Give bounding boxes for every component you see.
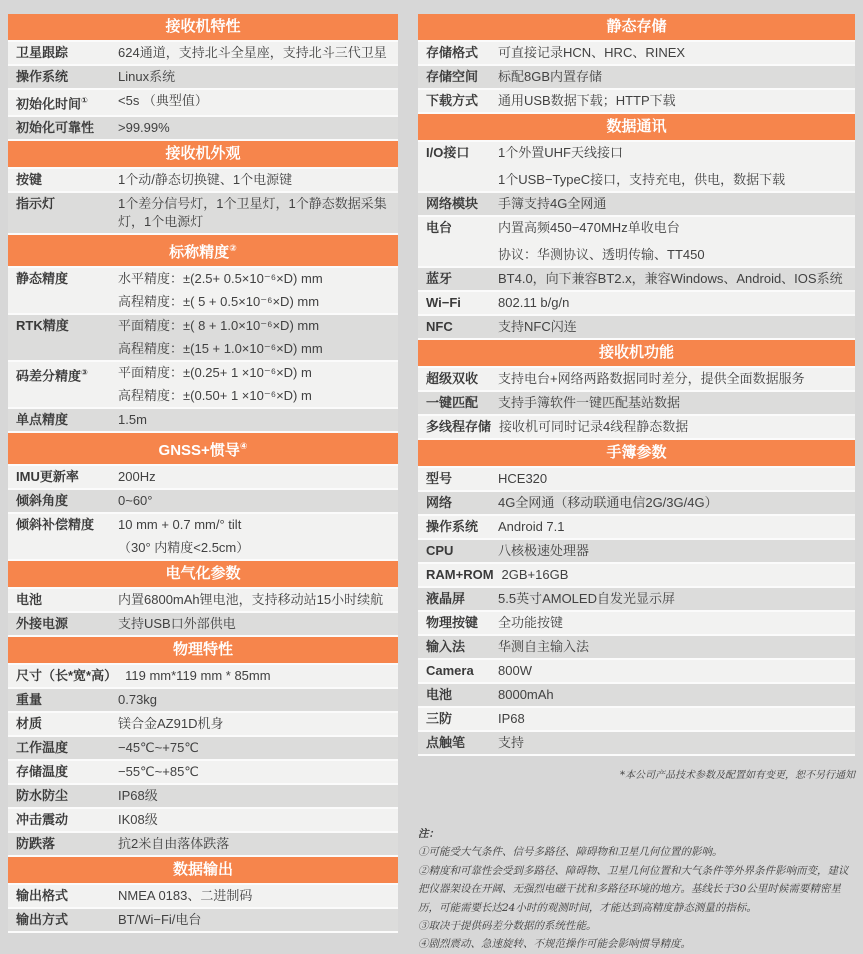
spec-value: 624通道，支持北斗全星座，支持北斗三代卫星 — [118, 45, 387, 60]
spec-label — [426, 470, 498, 488]
spec-label — [16, 691, 118, 709]
spec-label-text: 网络 — [426, 495, 453, 510]
spec-row — [8, 885, 398, 909]
spec-label — [426, 195, 498, 213]
spec-label — [16, 835, 118, 853]
spec-value: 通用USB数据下载；HTTP下载 — [498, 93, 676, 108]
section-title: 数据输出 — [172, 861, 233, 879]
spec-value-line: 平面精度：±(0.25+ 1 ×10⁻⁶×D) m — [118, 365, 312, 381]
spec-row — [418, 684, 855, 708]
spec-label-text: 倾斜角度 — [16, 493, 69, 509]
spec-label-text: 型号 — [426, 471, 453, 486]
section-receiver-appearance — [8, 141, 398, 235]
section-title: 接收机特性 — [165, 18, 241, 35]
spec-label — [16, 171, 118, 189]
spec-label-text: RAM+ROM — [426, 567, 494, 582]
spec-row — [8, 466, 398, 490]
spec-row — [8, 514, 398, 561]
section-controller-parameters — [418, 440, 855, 756]
section-title: 手簿参数 — [606, 444, 667, 461]
spec-row — [418, 588, 855, 612]
footnotes-title: 注： — [418, 828, 439, 840]
spec-label — [16, 364, 118, 385]
spec-label-text: 尺寸（长*宽*高） — [16, 668, 118, 684]
spec-label-text: 材质 — [16, 716, 43, 732]
spec-label — [16, 44, 118, 62]
spec-row — [418, 90, 855, 114]
spec-value: >99.99% — [118, 120, 170, 136]
spec-value: 802.11 b/g/n — [498, 295, 570, 310]
spec-label — [16, 468, 118, 486]
spec-label-footnote-marker: ③ — [81, 368, 88, 378]
spec-label-text: 防水防尘 — [16, 788, 69, 804]
footnote-item: ④剧烈震动、急速旋转、不规范操作可能会影响惯导精度。 — [418, 938, 691, 951]
spec-value: 标配8GB内置存储 — [498, 69, 603, 84]
spec-label-text: 存储温度 — [16, 764, 69, 780]
spec-row — [8, 315, 398, 362]
spec-label-text: 码差分精度 — [16, 368, 82, 384]
spec-label-text: 工作温度 — [16, 740, 69, 756]
spec-label-text: Wi−Fi — [426, 295, 461, 310]
section-header-data-output — [8, 857, 398, 885]
spec-row — [8, 268, 398, 315]
spec-label — [426, 68, 498, 86]
spec-label — [426, 662, 498, 680]
spec-value: 接收机可同时记录4线程静态数据 — [499, 419, 689, 434]
section-title: 接收机外观 — [165, 145, 241, 163]
section-title: 接收机功能 — [598, 344, 674, 361]
spec-label — [426, 590, 498, 608]
spec-value: 8000mAh — [498, 687, 554, 702]
spec-label-text: Camera — [426, 663, 474, 678]
spec-row — [418, 492, 855, 516]
spec-label — [16, 887, 118, 905]
spec-row — [418, 316, 855, 340]
spec-label — [426, 710, 498, 728]
spec-label — [16, 763, 118, 781]
spec-value: 八核极速处理器 — [498, 543, 590, 558]
spec-label — [16, 667, 125, 685]
spec-value: 华测自主输入法 — [498, 639, 590, 654]
spec-label-text: 一键匹配 — [426, 395, 479, 410]
spec-label-text: 蓝牙 — [426, 271, 453, 286]
section-data-output — [8, 857, 398, 933]
spec-label-text: 静态精度 — [16, 271, 69, 287]
spec-label-text: 下载方式 — [426, 93, 479, 108]
spec-row — [8, 90, 398, 117]
section-header-controller-parameters — [418, 440, 855, 468]
footnote-item: ②精度和可靠性会受到多路径、障碍物、卫星几何位置和大气条件等外界条件影响而变，建议把仪器架设在开阔、无强烈电磁干扰和多路径环境的地方。基线长于30公里时候需要精密星历，可能需要长达24小时的观测时间，才能达到高精度静态测量的指标。 — [418, 864, 849, 914]
spec-label-footnote-marker: ① — [81, 96, 88, 105]
spec-row — [418, 732, 855, 756]
spec-label-text: 按键 — [16, 172, 43, 188]
spec-label-text: 倾斜补偿精度 — [16, 517, 95, 533]
section-header-nominal-accuracy — [8, 235, 398, 268]
footnote-item: ①可能受大气条件、信号多路径、障碍物和卫星几何位置的影响。 — [418, 846, 723, 859]
spec-label-text: NFC — [426, 319, 453, 334]
spec-label-text: 初始化可靠性 — [16, 120, 95, 136]
spec-value: IP68 — [498, 711, 525, 726]
spec-row — [8, 761, 398, 785]
spec-value: 800W — [498, 663, 532, 678]
spec-value: 镁合金AZ91D机身 — [118, 716, 224, 732]
section-header-static-storage — [418, 14, 855, 42]
spec-label — [16, 787, 118, 805]
spec-label-text: 存储格式 — [426, 45, 479, 60]
spec-value-line: 高程精度：±(0.50+ 1 ×10⁻⁶×D) m — [118, 388, 312, 404]
section-header-receiver-functions — [418, 340, 855, 368]
spec-label-text: 单点精度 — [16, 412, 69, 428]
spec-value: 1.5m — [118, 412, 147, 428]
spec-label-text: 多线程存储 — [426, 419, 492, 434]
spec-row — [418, 66, 855, 90]
spec-label-text: 存储空间 — [426, 69, 479, 84]
spec-row — [8, 66, 398, 90]
spec-label-text: 输入法 — [426, 639, 466, 654]
spec-label — [426, 518, 498, 536]
spec-label — [426, 144, 498, 162]
spec-label-text: 操作系统 — [426, 519, 479, 534]
spec-row — [418, 142, 855, 193]
spec-value: 200Hz — [118, 469, 156, 485]
spec-value-line: 1个USB−TypeC接口，支持充电，供电，数据下载 — [498, 172, 786, 187]
spec-label-text: 初始化时间 — [16, 96, 82, 112]
spec-value — [118, 317, 388, 358]
spec-row — [418, 660, 855, 684]
spec-value: 手簿支持4G全网通 — [498, 196, 607, 211]
spec-label-text: 液晶屏 — [426, 591, 466, 606]
section-physical-characteristics — [8, 637, 398, 857]
spec-row — [418, 392, 855, 416]
spec-value-line: 高程精度：±( 5 + 0.5×10⁻⁶×D) mm — [118, 294, 320, 310]
spec-row — [8, 589, 398, 613]
spec-value — [118, 270, 388, 311]
spec-value: 支持手簿软件一键匹配基站数据 — [498, 395, 681, 410]
spec-value: 支持 — [498, 735, 525, 750]
spec-value-line: （30° 内精度<2.5cm） — [118, 540, 250, 556]
spec-row — [8, 362, 398, 409]
spec-label — [16, 492, 118, 510]
spec-value-line: 水平精度：±(2.5+ 0.5×10⁻⁶×D) mm — [118, 271, 323, 287]
spec-label — [16, 195, 118, 213]
spec-row — [418, 217, 855, 268]
spec-row — [418, 42, 855, 66]
spec-row — [8, 737, 398, 761]
spec-row — [418, 268, 855, 292]
spec-row — [418, 636, 855, 660]
spec-value-line: 协议：华测协议、透明传输、TT450 — [498, 247, 705, 262]
spec-value: 1个动/静态切换键、1个电源键 — [118, 172, 293, 188]
spec-label — [426, 686, 498, 704]
section-title: 静态存储 — [606, 18, 667, 35]
section-nominal-accuracy — [8, 235, 398, 433]
section-data-communication — [418, 114, 855, 340]
spec-label-text: 外接电源 — [16, 616, 69, 632]
spec-label — [426, 92, 498, 110]
spec-label — [16, 739, 118, 757]
section-header-electrical-parameters — [8, 561, 398, 589]
spec-value-line: 高程精度：±(15 + 1.0×10⁻⁶×D) mm — [118, 341, 323, 357]
spec-value-line: 平面精度：±( 8 + 1.0×10⁻⁶×D) mm — [118, 318, 320, 334]
spec-label — [426, 734, 498, 752]
section-header-gnss-imu — [8, 433, 398, 466]
spec-value: 内置6800mAh锂电池，支持移动站15小时续航 — [118, 592, 384, 608]
section-header-receiver-appearance — [8, 141, 398, 169]
section-title: 标称精度 — [169, 244, 230, 262]
section-title: GNSS+惯导 — [158, 442, 240, 460]
spec-value: 全功能按键 — [498, 615, 564, 630]
spec-label-text: 三防 — [426, 711, 453, 726]
spec-row — [8, 785, 398, 809]
spec-value-line: 10 mm + 0.7 mm/° tilt — [118, 517, 242, 533]
spec-row — [8, 713, 398, 737]
spec-value: 5.5英寸AMOLED自发光显示屏 — [498, 591, 675, 606]
spec-value: −45℃~+75℃ — [118, 740, 199, 756]
spec-value: Linux系统 — [118, 69, 176, 84]
spec-label-text: 超级双收 — [426, 371, 479, 386]
spec-value: 119 mm*119 mm * 85mm — [125, 668, 271, 684]
spec-label — [426, 494, 498, 512]
section-electrical-parameters — [8, 561, 398, 637]
spec-row — [418, 564, 855, 588]
spec-value — [498, 219, 845, 264]
spec-label-text: 输出格式 — [16, 888, 69, 904]
spec-label-text: 操作系统 — [16, 69, 69, 84]
spec-row — [418, 540, 855, 564]
section-title: 数据通讯 — [606, 118, 667, 135]
section-gnss-imu — [8, 433, 398, 561]
left-column — [8, 14, 398, 928]
section-header-data-communication — [418, 114, 855, 142]
spec-label — [426, 294, 498, 312]
spec-label-text: RTK精度 — [16, 318, 69, 334]
spec-label — [426, 394, 498, 412]
section-title: 电气化参数 — [165, 565, 241, 583]
spec-label — [16, 411, 118, 429]
spec-label — [16, 715, 118, 733]
spec-value: Android 7.1 — [498, 519, 565, 534]
spec-row — [418, 708, 855, 732]
spec-row — [8, 193, 398, 235]
spec-label — [426, 542, 498, 560]
spec-value: HCE320 — [498, 471, 548, 486]
spec-value — [118, 516, 388, 557]
section-title-footnote-marker: ② — [229, 243, 237, 254]
section-receiver-functions — [418, 340, 855, 440]
spec-value: 可直接记录HCN、HRC、RINEX — [498, 45, 686, 60]
spec-label-text: CPU — [426, 543, 454, 558]
spec-label — [426, 566, 502, 584]
spec-label — [16, 270, 118, 288]
spec-label-text: 电台 — [426, 220, 453, 235]
spec-row — [8, 809, 398, 833]
spec-row — [418, 516, 855, 540]
spec-value: IK08级 — [118, 812, 158, 828]
spec-row — [418, 368, 855, 392]
spec-row — [418, 612, 855, 636]
spec-row — [8, 169, 398, 193]
spec-label — [16, 119, 118, 137]
spec-label-text: 电池 — [16, 592, 43, 608]
spec-label — [426, 614, 498, 632]
spec-value: 2GB+16GB — [501, 567, 569, 582]
spec-value: IP68级 — [118, 788, 158, 804]
section-receiver-characteristics — [8, 14, 398, 141]
spec-value: 支持电台+网络两路数据同时差分，提供全面数据服务 — [498, 371, 805, 386]
spec-value: 1个差分信号灯，1个卫星灯，1个静态数据采集灯，1个电源灯 — [118, 196, 387, 230]
footnote-item: ③取决于提供码差分数据的系统性能。 — [418, 919, 597, 932]
right-column — [418, 14, 855, 951]
spec-label — [16, 615, 118, 633]
section-title: 物理特性 — [172, 641, 233, 659]
section-static-storage — [418, 14, 855, 114]
spec-value: 支持NFC闪连 — [498, 319, 577, 334]
spec-row — [8, 409, 398, 433]
spec-value — [498, 144, 845, 189]
spec-label — [426, 318, 498, 336]
spec-label-text: 点触笔 — [426, 735, 466, 750]
spec-row — [8, 613, 398, 637]
spec-label — [426, 418, 499, 436]
spec-row — [8, 42, 398, 66]
spec-label — [16, 516, 118, 534]
spec-row — [8, 909, 398, 933]
spec-label-text: 电池 — [426, 687, 453, 702]
spec-value: 0.73kg — [118, 692, 158, 708]
spec-label — [426, 219, 498, 237]
spec-row — [418, 292, 855, 316]
spec-value: 支持USB口外部供电 — [118, 616, 236, 632]
section-header-physical-characteristics — [8, 637, 398, 665]
spec-label-text: 防跌落 — [16, 836, 56, 852]
spec-label — [426, 638, 498, 656]
spec-label-text: I/O接口 — [426, 145, 470, 160]
spec-label-text: 冲击震动 — [16, 812, 69, 828]
spec-row — [418, 193, 855, 217]
spec-row — [8, 490, 398, 514]
spec-label-text: 卫星跟踪 — [16, 45, 69, 60]
spec-row — [8, 689, 398, 713]
spec-label-text: 网络模块 — [426, 196, 479, 211]
spec-row — [418, 416, 855, 440]
spec-value: 抗2米自由落体跌落 — [118, 836, 230, 852]
section-header-receiver-characteristics — [8, 14, 398, 42]
spec-value: BT4.0，向下兼容BT2.x，兼容Windows、Android、IOS系统 — [498, 271, 843, 286]
spec-value-line: 1个外置UHF天线接口 — [498, 145, 623, 160]
spec-label — [16, 317, 118, 335]
spec-label-text: 指示灯 — [16, 196, 56, 212]
spec-label — [426, 370, 498, 388]
disclaimer-note: *本公司产品技术参数及配置如有变更，恕不另行通知 — [620, 770, 855, 781]
spec-label — [426, 44, 498, 62]
spec-label — [16, 911, 118, 929]
spec-value — [118, 364, 388, 405]
spec-label-text: 重量 — [16, 692, 43, 708]
spec-label — [16, 811, 118, 829]
spec-label — [16, 92, 118, 113]
spec-label — [16, 591, 118, 609]
spec-value: <5s （典型值） — [118, 93, 208, 108]
spec-label-text: 输出方式 — [16, 912, 69, 928]
spec-row — [8, 833, 398, 857]
spec-value: 4G全网通（移动联通电信2G/3G/4G） — [498, 495, 718, 510]
spec-label-text: IMU更新率 — [16, 469, 79, 485]
spec-value-line: 内置高频450−470MHz单收电台 — [498, 220, 680, 235]
spec-value: 0~60° — [118, 493, 153, 509]
spec-row — [8, 117, 398, 141]
spec-value: BT/Wi−Fi/电台 — [118, 912, 202, 928]
spec-label-text: 物理按键 — [426, 615, 479, 630]
spec-label — [16, 68, 118, 86]
spec-row — [418, 468, 855, 492]
spec-value: −55℃~+85℃ — [118, 764, 199, 780]
spec-row — [8, 665, 398, 689]
spec-value: NMEA 0183、二进制码 — [118, 888, 253, 904]
spec-label — [426, 270, 498, 288]
section-title-footnote-marker: ④ — [239, 441, 248, 452]
footnotes-block — [418, 825, 855, 954]
